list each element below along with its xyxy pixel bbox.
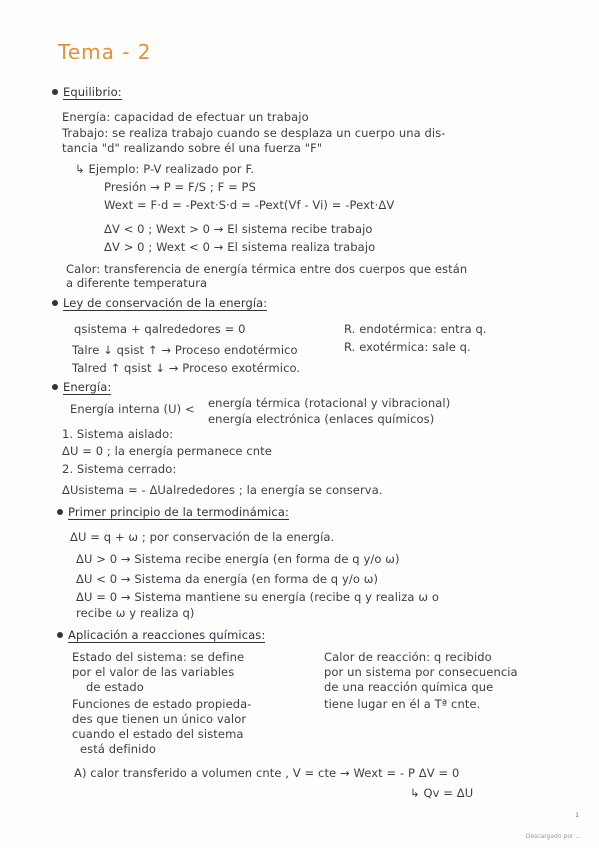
text-line: cuando el estado del sistema [72,727,244,741]
text-line: Talred ↑ qsist ↓ → Proceso exotérmico. [72,361,301,375]
text-line: Talre ↓ qsist ↑ → Proceso endotérmico [72,343,298,357]
text-line: R. exotérmica: sale q. [344,340,471,354]
text-line: des que tienen un único valor [72,712,247,726]
page-title: Tema - 2 [58,40,152,64]
text-line: de estado [86,680,144,694]
text-line: Calor de reacción: q recibido [324,650,492,664]
text-line: tancia "d" realizando sobre él una fuerza "F" [62,141,323,155]
text-line: Presión → P = F/S ; F = PS [104,180,256,194]
text-line: tiene lugar en él a Tª cnte. [324,697,481,711]
text-line: Energía: capacidad de efectuar un trabajo [62,110,309,124]
text-line: Wext = F·d = -Pext·S·d = -Pext(Vf - Vi) = -Pext·ΔV [104,198,395,212]
text-line: ΔU = 0 ; la energía permanece cnte [62,444,272,458]
page-number: 1 [575,812,579,819]
text-line: ΔU = q + ω ; por conservación de la energía. [70,530,335,544]
section-energia-heading: Energía: [52,380,111,394]
footer-text: Descargado por ... [525,833,581,840]
text-line: qsistema + qalrededores = 0 [74,322,246,336]
section-equilibrio-heading: Equilibrio: [52,85,122,99]
text-line: está definido [80,742,157,756]
text-line: A) calor transferido a volumen cnte , V = cte → Wext = - P ΔV = 0 [74,766,460,780]
section-aplicacion-heading: Aplicación a reacciones químicas: [57,628,265,642]
text-line: ΔU = 0 → Sistema mantiene su energía (recibe q y realiza ω o [76,590,439,604]
text-line: Funciones de estado propieda- [72,697,252,711]
text-line: ↳ Qv = ΔU [410,786,474,800]
text-line: recibe ω y realiza q) [76,606,195,620]
bullet-icon [52,89,58,95]
bullet-icon [52,300,58,306]
text-line: ΔU > 0 → Sistema recibe energía (en forma de q y/o ω) [76,552,400,566]
text-line: ↳ Ejemplo: P-V realizado por F. [75,162,255,176]
bullet-icon [52,384,58,390]
section-primer-principio-heading: Primer principio de la termodinámica: [57,505,289,519]
text-line: R. endotérmica: entra q. [344,322,487,336]
text-line: energía electrónica (enlaces químicos) [208,412,435,426]
text-line: Estado del sistema: se define [72,650,245,664]
text-line: de una reacción química que [324,680,494,694]
text-line: por un sistema por consecuencia [324,665,518,679]
text-line: a diferente temperatura [66,276,208,290]
text-line: ΔU < 0 → Sistema da energía (en forma de q y/o ω) [76,572,379,586]
text-line: Energía interna (U) < [70,402,195,416]
text-line: ΔUsistema = - ΔUalrededores ; la energía se conserva. [62,483,383,497]
bullet-icon [57,509,63,515]
text-line: ΔV < 0 ; Wext > 0 → El sistema recibe trabajo [104,222,373,236]
bullet-icon [57,632,63,638]
text-line: energía térmica (rotacional y vibracional) [208,396,451,410]
text-line: 1. Sistema aislado: [62,427,174,441]
section-conservacion-heading: Ley de conservación de la energía: [52,296,267,310]
text-line: por el valor de las variables [72,665,235,679]
text-line: Calor: transferencia de energía térmica entre dos cuerpos que están [66,262,468,276]
text-line: ΔV > 0 ; Wext < 0 → El sistema realiza trabajo [104,240,376,254]
text-line: 2. Sistema cerrado: [62,462,177,476]
text-line: Trabajo: se realiza trabajo cuando se desplaza un cuerpo una dis- [62,126,446,140]
